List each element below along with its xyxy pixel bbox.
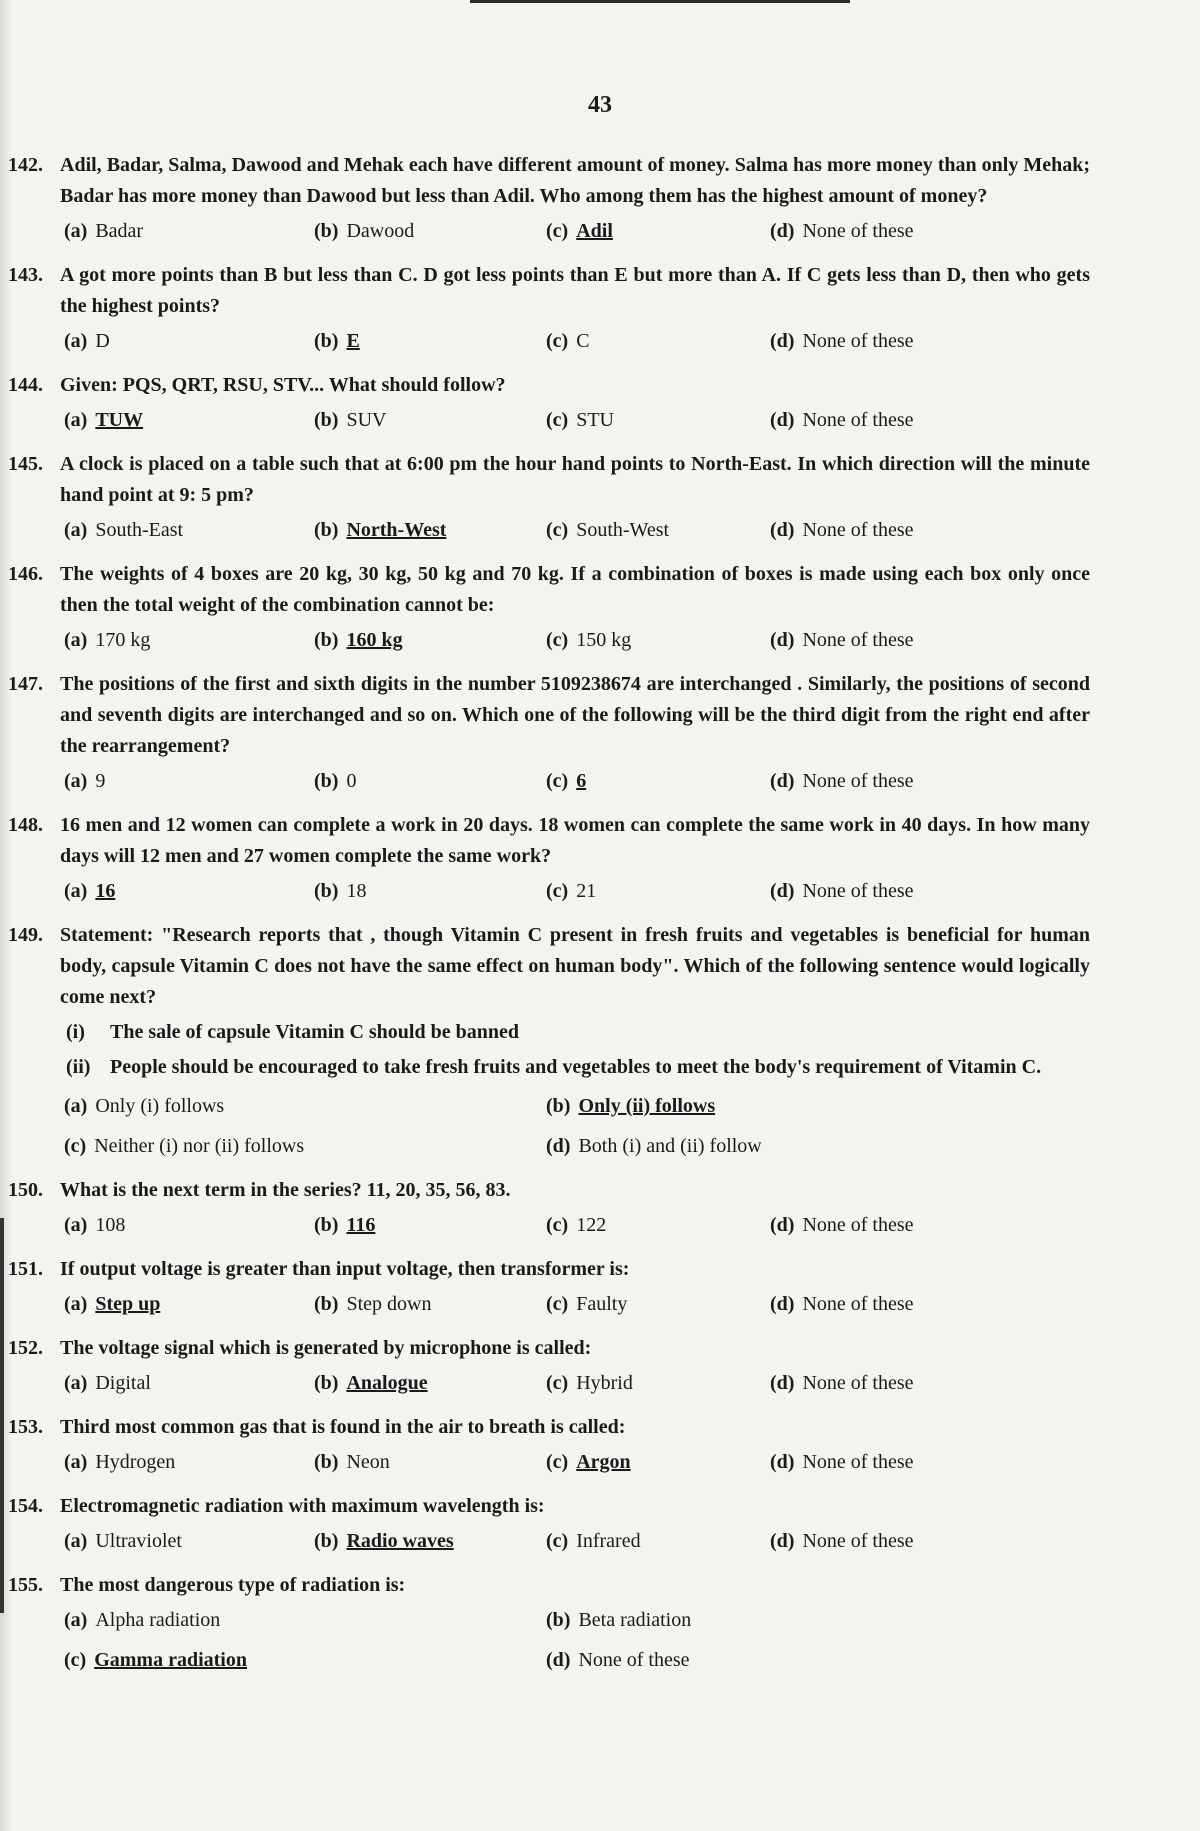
- question-item: [0, 1175, 1200, 1246]
- option-c[interactable]: [546, 629, 631, 652]
- question-number: 152.: [8, 1337, 43, 1359]
- question-text: The most dangerous type of radiation is:: [60, 1574, 406, 1596]
- option-text-correct-answer: Gamma radiation: [94, 1649, 247, 1671]
- option-label: (a): [64, 1214, 88, 1236]
- question-list: [0, 150, 1200, 1689]
- option-c[interactable]: [546, 519, 669, 542]
- option-b[interactable]: [314, 1530, 454, 1553]
- option-text: Step down: [346, 1293, 432, 1315]
- option-label: (c): [546, 330, 569, 352]
- option-d[interactable]: [546, 1135, 762, 1158]
- top-edge-mark: [470, 0, 850, 3]
- question-item: [0, 1254, 1200, 1325]
- question-stem: [0, 1333, 1200, 1364]
- question-number: 149.: [8, 924, 43, 946]
- options-row: [64, 401, 1200, 441]
- option-text: 170 kg: [95, 629, 151, 651]
- option-label: (d): [546, 1649, 571, 1671]
- question-stem: [0, 559, 1200, 621]
- options-row: [64, 1443, 1200, 1483]
- option-d[interactable]: [770, 880, 914, 903]
- option-c[interactable]: [546, 1451, 631, 1474]
- question-text: Statement: "Research reports that , though Vitamin C present in fresh fruits and vegetables is beneficial for human body, capsule Vitamin C does not have the same effect on human body". Which of the following sentence would logically come next?: [60, 924, 1090, 1008]
- option-text: None of these: [802, 519, 914, 541]
- option-d[interactable]: [770, 519, 914, 542]
- question-text: The positions of the first and sixth digits in the number 5109238674 are interchanged . Similarly, the positions of second and seventh digits are interchanged and so on. Which one of the following will be the third digit from the right end after the rearrangement?: [60, 673, 1090, 757]
- options-row: [64, 1522, 1200, 1562]
- option-a[interactable]: [64, 409, 143, 432]
- option-label: (c): [546, 1214, 569, 1236]
- option-d[interactable]: [770, 629, 914, 652]
- option-label: (c): [546, 629, 569, 651]
- option-a[interactable]: [64, 1293, 160, 1316]
- option-label: (b): [314, 519, 339, 541]
- option-b[interactable]: [314, 519, 446, 542]
- option-text: D: [95, 330, 110, 352]
- option-c[interactable]: [546, 330, 590, 353]
- option-text: None of these: [802, 1293, 914, 1315]
- option-c[interactable]: [546, 220, 613, 243]
- option-text-correct-answer: Argon: [576, 1451, 631, 1473]
- option-c[interactable]: [64, 1135, 304, 1158]
- question-text: The weights of 4 boxes are 20 kg, 30 kg, 50 kg and 70 kg. If a combination of boxes is made using each box only once then the total weight of the combination cannot be:: [60, 563, 1090, 616]
- option-label: (b): [314, 1214, 339, 1236]
- option-text: 150 kg: [576, 629, 632, 651]
- options-row: [64, 1364, 1200, 1404]
- option-label: (d): [770, 519, 795, 541]
- option-b[interactable]: [314, 770, 356, 793]
- option-text: Hydrogen: [95, 1451, 176, 1473]
- option-d[interactable]: [770, 220, 914, 243]
- option-label: (b): [314, 1451, 339, 1473]
- option-label: (c): [546, 880, 569, 902]
- option-label: (a): [64, 880, 88, 902]
- option-text: None of these: [802, 330, 914, 352]
- option-a[interactable]: [64, 880, 115, 903]
- option-a[interactable]: [64, 1372, 151, 1395]
- option-label: (d): [770, 1530, 795, 1552]
- option-text: None of these: [802, 1372, 914, 1394]
- option-b[interactable]: [314, 220, 414, 243]
- option-label: (d): [770, 1214, 795, 1236]
- option-label: (b): [546, 1095, 571, 1117]
- option-c[interactable]: [546, 1530, 641, 1553]
- option-a[interactable]: [64, 1609, 220, 1632]
- option-c[interactable]: [546, 1214, 606, 1237]
- option-b[interactable]: [546, 1095, 715, 1118]
- option-text: C: [576, 330, 590, 352]
- option-text-correct-answer: 6: [576, 770, 587, 792]
- question-item: [0, 150, 1200, 252]
- option-text: Faulty: [576, 1293, 628, 1315]
- option-text: None of these: [802, 220, 914, 242]
- option-text-correct-answer: Analogue: [346, 1372, 428, 1394]
- question-stem: [0, 1412, 1200, 1443]
- question-item: [0, 559, 1200, 661]
- question-number: 144.: [8, 374, 43, 396]
- option-b[interactable]: [314, 409, 386, 432]
- options-row: [64, 1127, 1200, 1167]
- option-label: (b): [314, 629, 339, 651]
- option-label: (a): [64, 220, 88, 242]
- statement-item: [66, 1052, 1090, 1083]
- question-number: 145.: [8, 453, 43, 475]
- option-b[interactable]: [314, 1293, 431, 1316]
- option-label: (b): [314, 880, 339, 902]
- option-a[interactable]: [64, 519, 183, 542]
- option-a[interactable]: [64, 1530, 182, 1553]
- option-text-correct-answer: E: [346, 330, 360, 352]
- option-label: (c): [546, 409, 569, 431]
- question-text: Adil, Badar, Salma, Dawood and Mehak each have different amount of money. Salma has more money than only Mehak; Badar has more money than Dawood but less than Adil. Who among them has the highest amount of money?: [60, 154, 1090, 207]
- option-d[interactable]: [770, 1293, 914, 1316]
- options-row: [64, 1285, 1200, 1325]
- option-text: Neither (i) nor (ii) follows: [94, 1135, 305, 1157]
- option-text: 21: [576, 880, 597, 902]
- option-label: (a): [64, 770, 88, 792]
- option-text: None of these: [802, 1530, 914, 1552]
- question-stem: [0, 260, 1200, 322]
- options-row: [64, 762, 1200, 802]
- question-text: Electromagnetic radiation with maximum wavelength is:: [60, 1495, 545, 1517]
- option-label: (a): [64, 330, 88, 352]
- option-d[interactable]: [770, 1451, 914, 1474]
- option-text: South-West: [576, 519, 670, 541]
- statement-text: The sale of capsule Vitamin C should be banned: [110, 1021, 519, 1043]
- question-number: 147.: [8, 673, 43, 695]
- option-text: Dawood: [346, 220, 415, 242]
- option-label: (c): [546, 1530, 569, 1552]
- option-text-correct-answer: TUW: [95, 409, 144, 431]
- option-a[interactable]: [64, 220, 143, 243]
- option-label: (c): [546, 1451, 569, 1473]
- options-row: [64, 1087, 1200, 1127]
- option-text: 122: [576, 1214, 607, 1236]
- question-stem: [0, 1491, 1200, 1522]
- option-text: 0: [346, 770, 357, 792]
- option-c[interactable]: [546, 1372, 633, 1395]
- option-text: None of these: [802, 1451, 914, 1473]
- option-text: Only (i) follows: [95, 1095, 225, 1117]
- question-item: [0, 920, 1200, 1167]
- option-text: None of these: [802, 629, 914, 651]
- option-text: STU: [576, 409, 614, 431]
- option-text-correct-answer: Step up: [95, 1293, 161, 1315]
- question-stem: [0, 1254, 1200, 1285]
- question-item: [0, 260, 1200, 362]
- question-stem: [0, 920, 1200, 1013]
- option-b[interactable]: [314, 629, 403, 652]
- option-text: Both (i) and (ii) follow: [578, 1135, 762, 1157]
- option-c[interactable]: [546, 770, 586, 793]
- option-label: (a): [64, 519, 88, 541]
- options-row: [64, 872, 1200, 912]
- option-text: None of these: [802, 409, 914, 431]
- question-item: [0, 810, 1200, 912]
- question-item: [0, 370, 1200, 441]
- page-number: 43: [588, 92, 612, 118]
- option-label: (c): [64, 1135, 87, 1157]
- option-d[interactable]: [770, 1530, 914, 1553]
- option-text: None of these: [578, 1649, 690, 1671]
- options-row: [64, 621, 1200, 661]
- question-number: 146.: [8, 563, 43, 585]
- option-a[interactable]: [64, 330, 110, 353]
- question-stem: [0, 810, 1200, 872]
- option-d[interactable]: [770, 1372, 914, 1395]
- option-a[interactable]: [64, 1095, 224, 1118]
- question-number: 155.: [8, 1574, 43, 1596]
- statement-item: [66, 1017, 1090, 1048]
- option-text: Ultraviolet: [95, 1530, 182, 1552]
- option-text: None of these: [802, 1214, 914, 1236]
- option-text: Neon: [346, 1451, 390, 1473]
- option-label: (b): [314, 770, 339, 792]
- option-label: (c): [546, 770, 569, 792]
- option-label: (b): [314, 409, 339, 431]
- option-b[interactable]: [314, 1214, 375, 1237]
- option-text: None of these: [802, 770, 914, 792]
- option-c[interactable]: [546, 880, 596, 903]
- option-b[interactable]: [314, 1372, 428, 1395]
- question-number: 150.: [8, 1179, 43, 1201]
- option-text: Hybrid: [576, 1372, 633, 1394]
- question-number: 153.: [8, 1416, 43, 1438]
- option-text: 108: [95, 1214, 126, 1236]
- question-item: [0, 1333, 1200, 1404]
- option-b[interactable]: [314, 1451, 390, 1474]
- option-text-correct-answer: North-West: [346, 519, 447, 541]
- question-text: Given: PQS, QRT, RSU, STV... What should follow?: [60, 374, 506, 396]
- question-number: 154.: [8, 1495, 43, 1517]
- options-row: [64, 511, 1200, 551]
- option-b[interactable]: [314, 880, 366, 903]
- question-text: What is the next term in the series? 11, 20, 35, 56, 83.: [60, 1179, 511, 1201]
- question-text: If output voltage is greater than input voltage, then transformer is:: [60, 1258, 630, 1280]
- statement-list: [66, 1017, 1090, 1083]
- option-b[interactable]: [546, 1609, 691, 1632]
- option-text: Beta radiation: [578, 1609, 692, 1631]
- question-item: [0, 1491, 1200, 1562]
- option-b[interactable]: [314, 330, 360, 353]
- option-text: SUV: [346, 409, 387, 431]
- option-label: (a): [64, 629, 88, 651]
- question-item: [0, 1570, 1200, 1681]
- option-d[interactable]: [770, 409, 914, 432]
- option-label: (a): [64, 1095, 88, 1117]
- option-label: (d): [770, 770, 795, 792]
- question-number: 143.: [8, 264, 43, 286]
- option-label: (b): [314, 1530, 339, 1552]
- option-c[interactable]: [546, 1293, 627, 1316]
- question-stem: [0, 669, 1200, 762]
- option-d[interactable]: [770, 1214, 914, 1237]
- option-label: (d): [770, 1451, 795, 1473]
- option-text: 18: [346, 880, 367, 902]
- option-label: (b): [314, 1372, 339, 1394]
- option-label: (d): [770, 629, 795, 651]
- option-label: (a): [64, 1609, 88, 1631]
- option-a[interactable]: [64, 1214, 125, 1237]
- option-label: (c): [546, 519, 569, 541]
- options-row: [64, 212, 1200, 252]
- options-row: [64, 1641, 1200, 1681]
- statement-text: People should be encouraged to take fresh fruits and vegetables to meet the body's requirement of Vitamin C.: [110, 1056, 1042, 1078]
- option-a[interactable]: [64, 1451, 175, 1474]
- option-text: Digital: [95, 1372, 151, 1394]
- question-number: 142.: [8, 154, 43, 176]
- option-label: (c): [546, 220, 569, 242]
- question-item: [0, 449, 1200, 551]
- option-label: (d): [770, 220, 795, 242]
- question-stem: [0, 370, 1200, 401]
- options-row: [64, 1601, 1200, 1641]
- question-item: [0, 1412, 1200, 1483]
- question-stem: [0, 449, 1200, 511]
- option-a[interactable]: [64, 629, 150, 652]
- option-label: (a): [64, 409, 88, 431]
- question-stem: [0, 150, 1200, 212]
- options-row: [64, 1206, 1200, 1246]
- option-label: (a): [64, 1372, 88, 1394]
- option-text-correct-answer: Only (ii) follows: [578, 1095, 716, 1117]
- statement-label: (i): [66, 1021, 85, 1043]
- option-d[interactable]: [546, 1649, 690, 1672]
- option-label: (d): [770, 1372, 795, 1394]
- option-c[interactable]: [546, 409, 614, 432]
- option-label: (a): [64, 1451, 88, 1473]
- option-a[interactable]: [64, 770, 105, 793]
- question-text: Third most common gas that is found in the air to breath is called:: [60, 1416, 626, 1438]
- option-label: (b): [546, 1609, 571, 1631]
- question-stem: [0, 1175, 1200, 1206]
- option-label: (d): [546, 1135, 571, 1157]
- option-text-correct-answer: Radio waves: [346, 1530, 454, 1552]
- option-text: Alpha radiation: [95, 1609, 221, 1631]
- option-text-correct-answer: 116: [346, 1214, 376, 1236]
- option-label: (b): [314, 330, 339, 352]
- option-label: (b): [314, 220, 339, 242]
- option-text-correct-answer: 160 kg: [346, 629, 403, 651]
- question-text: 16 men and 12 women can complete a work in 20 days. 18 women can complete the same work in 40 days. In how many days will 12 men and 27 women complete the same work?: [60, 814, 1090, 867]
- question-text: The voltage signal which is generated by microphone is called:: [60, 1337, 592, 1359]
- option-label: (b): [314, 1293, 339, 1315]
- question-stem: [0, 1570, 1200, 1601]
- option-c[interactable]: [64, 1649, 247, 1672]
- question-item: [0, 669, 1200, 802]
- options-row: [64, 322, 1200, 362]
- option-label: (a): [64, 1530, 88, 1552]
- question-text: A got more points than B but less than C. D got less points than E but more than A. If C gets less than D, then who gets the highest points?: [60, 264, 1090, 317]
- option-label: (d): [770, 1293, 795, 1315]
- option-label: (d): [770, 330, 795, 352]
- question-number: 151.: [8, 1258, 43, 1280]
- option-text: 9: [95, 770, 106, 792]
- option-d[interactable]: [770, 770, 914, 793]
- option-text: None of these: [802, 880, 914, 902]
- option-label: (d): [770, 409, 795, 431]
- option-text-correct-answer: Adil: [576, 220, 613, 242]
- option-text: Infrared: [576, 1530, 641, 1552]
- option-text: South-East: [95, 519, 184, 541]
- statement-label: (ii): [66, 1056, 91, 1078]
- option-d[interactable]: [770, 330, 914, 353]
- option-label: (a): [64, 1293, 88, 1315]
- option-label: (d): [770, 880, 795, 902]
- option-label: (c): [546, 1293, 569, 1315]
- question-text: A clock is placed on a table such that at 6:00 pm the hour hand points to North-East. In which direction will the minute hand point at 9: 5 pm?: [60, 453, 1090, 506]
- option-label: (c): [64, 1649, 87, 1671]
- question-number: 148.: [8, 814, 43, 836]
- option-text-correct-answer: 16: [95, 880, 116, 902]
- option-text: Badar: [95, 220, 144, 242]
- option-label: (c): [546, 1372, 569, 1394]
